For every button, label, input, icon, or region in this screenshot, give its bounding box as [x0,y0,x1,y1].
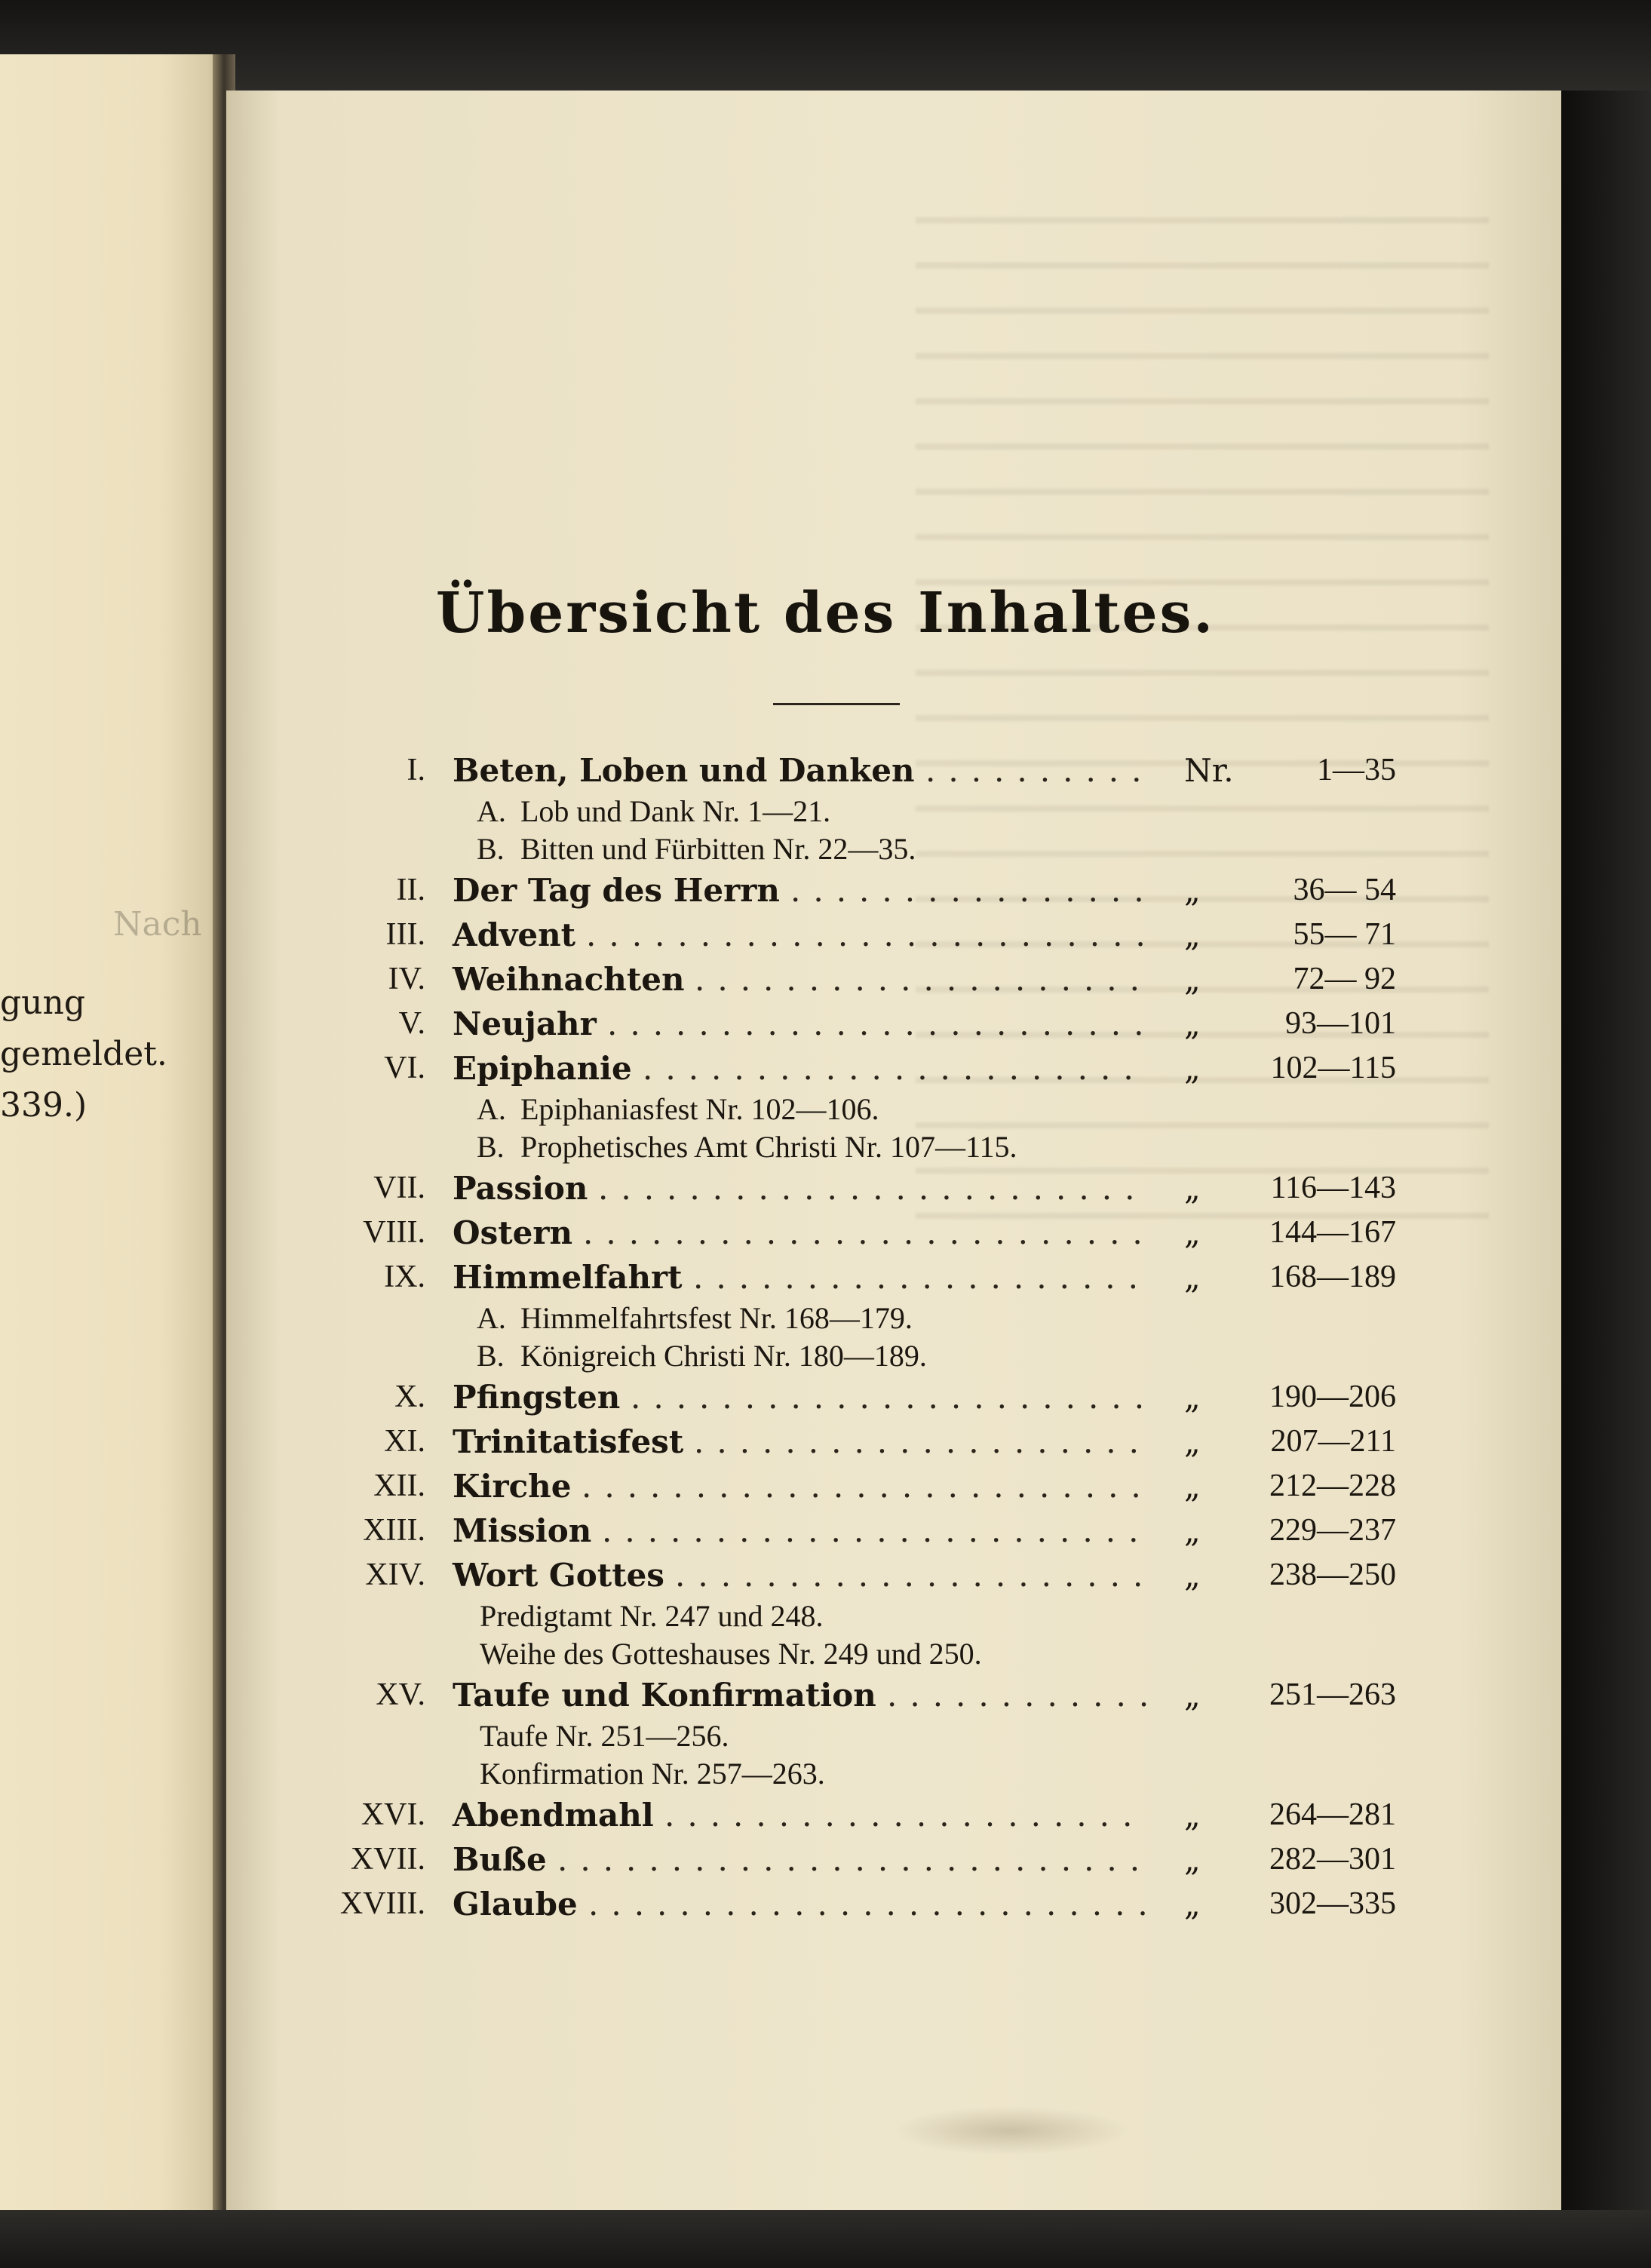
toc-entry-nr-marker: „ [1184,1214,1201,1251]
leader-dots: .................... [695,961,1153,998]
toc-entry [0,1793,1651,1837]
left-page-fragment-gemeldet: gemeldet. [0,1035,167,1073]
toc-entry [0,1508,1651,1553]
toc-entry-range: 36— 54 [1293,873,1396,907]
toc-subentry-label: A. [477,1092,506,1126]
book-cover-bottom-edge [0,2210,1651,2268]
toc-entry-range: 168—189 [1269,1260,1396,1294]
toc-entry-title: Kirche [453,1468,572,1505]
toc-entry-nr-marker: „ [1184,1423,1201,1460]
toc-entry-nr-marker: „ [1184,1841,1201,1878]
toc-entry-nr-marker: „ [1184,1379,1201,1416]
toc-subentry-text: Bitten und Fürbitten Nr. 22—35. [520,832,916,866]
stain-mark [882,2104,1139,2157]
toc-entry [0,1211,1651,1255]
toc-subentry [0,1635,1651,1673]
toc-entry-range: 144—167 [1269,1215,1396,1250]
toc-entry-range: 72— 92 [1293,962,1396,996]
toc-entry [0,1419,1651,1464]
toc-entry-title: Ostern [453,1214,573,1251]
toc-entry [0,1464,1651,1508]
toc-entry [0,868,1651,913]
title-rule [773,703,900,705]
leader-dots: .................... [693,1259,1152,1296]
toc-entry-number: XIII. [363,1513,425,1548]
left-page-fragment-nach: Nach [113,905,202,944]
left-page-fragment-339: 339.) [0,1086,87,1125]
toc-entry-number: I. [407,753,425,787]
toc-subentry-text: Königreich Christi Nr. 180—189. [520,1339,927,1373]
toc-entry-range: 229—237 [1269,1513,1396,1548]
leader-dots: .......................... [557,1841,1153,1878]
toc-entry-title: Beten, Loben und Danken [453,752,915,789]
leader-dots: .................... [694,1423,1152,1460]
toc-entry-nr-marker: „ [1184,1677,1201,1714]
toc-entry-title: Abendmahl [453,1797,654,1834]
toc-entry-nr-marker: „ [1184,1259,1201,1296]
toc-subentry-text: Predigtamt Nr. 247 und 248. [480,1599,824,1633]
toc-entry-nr-marker: „ [1184,1512,1201,1549]
toc-entry-range: 251—263 [1269,1677,1396,1712]
toc-entry-number: IV. [388,962,425,996]
toc-entry [0,1882,1651,1926]
toc-subentry-label: A. [477,1301,506,1335]
toc-entry [0,1375,1651,1419]
toc-entry [0,913,1651,957]
toc-subentry [0,1597,1651,1635]
toc-entry-number: VII. [373,1171,425,1205]
toc-entry-number: XVII. [350,1842,425,1877]
toc-entry-number: VI. [384,1051,425,1085]
toc-entry [0,1837,1651,1882]
leader-dots: ....................... [631,1379,1158,1416]
toc-entry-nr-marker: „ [1184,1468,1201,1505]
toc-subentry [0,1337,1651,1375]
toc-entry-range: 190—206 [1269,1380,1396,1414]
toc-subentry-text: Konfirmation Nr. 257—263. [480,1757,825,1791]
toc-entry-number: V. [398,1006,425,1041]
leader-dots: ............ [887,1677,1162,1714]
toc-subentry-text: Himmelfahrtsfest Nr. 168—179. [520,1301,913,1335]
toc-entry-number: XVIII. [339,1886,425,1921]
toc-entry-title: Advent [453,916,576,953]
toc-subentry-label: A. [477,794,506,828]
leader-dots: ........................ [602,1512,1152,1549]
toc-entry-nr-marker: „ [1184,1170,1201,1207]
leader-dots: ...................... [643,1050,1146,1087]
book-cover-top-edge [0,0,1651,91]
toc-entry-number: XI. [384,1424,425,1459]
leader-dots: .......... [925,752,1155,789]
toc-entry-number: IX. [384,1260,425,1294]
left-page-fragment-gung: gung [0,984,86,1022]
leader-dots: ................ [790,872,1157,909]
toc-entry [0,1046,1651,1091]
toc-entry-nr-marker: „ [1184,1050,1201,1087]
toc-entry-range: 264—281 [1269,1797,1396,1832]
toc-subentry-text: Weihe des Gotteshauses Nr. 249 und 250. [480,1637,982,1671]
toc-subentry [0,793,1651,830]
page-title: Übersicht des Inhaltes. [435,581,1216,646]
toc-entry [0,1553,1651,1597]
leader-dots: ......................... [588,1886,1161,1923]
toc-entry [0,957,1651,1002]
toc-entry [0,748,1651,793]
toc-entry-number: III. [385,917,425,952]
table-of-contents [0,748,1651,1926]
toc-subentry-text: Epiphaniasfest Nr. 102—106. [520,1092,879,1126]
toc-entry-nr-marker: „ [1184,872,1201,909]
toc-entry-number: XVI. [361,1797,425,1832]
leader-dots: ..................... [675,1557,1156,1594]
leader-dots: ........................ [598,1170,1148,1207]
toc-subentry [0,1128,1651,1166]
leader-dots: ......................... [583,1214,1155,1251]
toc-entry-title: Passion [453,1170,588,1207]
toc-entry-range: 238—250 [1269,1558,1396,1592]
leader-dots: ......................... [582,1468,1154,1505]
toc-subentry [0,1717,1651,1755]
toc-entry-title: Der Tag des Herrn [453,872,780,909]
toc-entry-range: 102—115 [1270,1051,1396,1085]
leader-dots: ........................ [607,1005,1157,1042]
toc-entry [0,1002,1651,1046]
toc-entry-number: VIII. [363,1215,425,1250]
toc-entry-nr-marker: „ [1184,1797,1201,1834]
leader-dots: ......................... [586,916,1158,953]
toc-entry [0,1673,1651,1717]
toc-entry-number: XII. [373,1469,425,1503]
toc-subentry [0,830,1651,868]
toc-entry-range: 55— 71 [1293,917,1396,952]
toc-entry-range: 302—335 [1269,1886,1396,1921]
toc-entry-title: Himmelfahrt [453,1259,683,1296]
toc-entry-range: 282—301 [1269,1842,1396,1877]
toc-subentry-text: Lob und Dank Nr. 1—21. [520,794,831,828]
toc-entry-number: XV. [376,1677,425,1712]
toc-entry-nr-marker: „ [1184,1005,1201,1042]
toc-entry-title: Glaube [453,1886,578,1923]
toc-entry-range: 93—101 [1285,1006,1396,1041]
toc-entry-nr-marker: Nr. [1184,752,1234,789]
toc-subentry-label: B. [477,1339,505,1373]
toc-entry-range: 212—228 [1269,1469,1396,1503]
toc-entry-title: Pfingsten [453,1379,621,1416]
toc-entry [0,1166,1651,1211]
toc-entry-range: 207—211 [1270,1424,1396,1459]
toc-subentry [0,1091,1651,1128]
toc-subentry-text: Taufe Nr. 251—256. [480,1719,729,1753]
toc-entry-title: Mission [453,1512,592,1549]
toc-entry-title: Taufe und Konfirmation [453,1677,876,1714]
toc-subentry-label: B. [477,1130,505,1164]
toc-entry-title: Epiphanie [453,1050,632,1087]
leader-dots: ..................... [664,1797,1146,1834]
toc-subentry [0,1300,1651,1337]
toc-entry-nr-marker: „ [1184,1557,1201,1594]
toc-entry-title: Weihnachten [453,961,685,998]
toc-entry-number: XIV. [365,1558,425,1592]
toc-entry-title: Buße [453,1841,547,1878]
toc-entry-number: II. [396,873,425,907]
toc-subentry-text: Prophetisches Amt Christi Nr. 107—115. [520,1130,1017,1164]
toc-entry-title: Neujahr [453,1005,597,1042]
toc-subentry-label: B. [477,832,505,866]
toc-entry [0,1255,1651,1300]
toc-subentry [0,1755,1651,1793]
toc-entry-range: 116—143 [1270,1171,1396,1205]
toc-entry-nr-marker: „ [1184,961,1201,998]
toc-entry-nr-marker: „ [1184,916,1201,953]
toc-entry-range: 1—35 [1317,753,1396,787]
toc-entry-title: Trinitatisfest [453,1423,684,1460]
toc-entry-nr-marker: „ [1184,1886,1201,1923]
toc-entry-number: X. [394,1380,425,1414]
toc-entry-title: Wort Gottes [453,1557,664,1594]
